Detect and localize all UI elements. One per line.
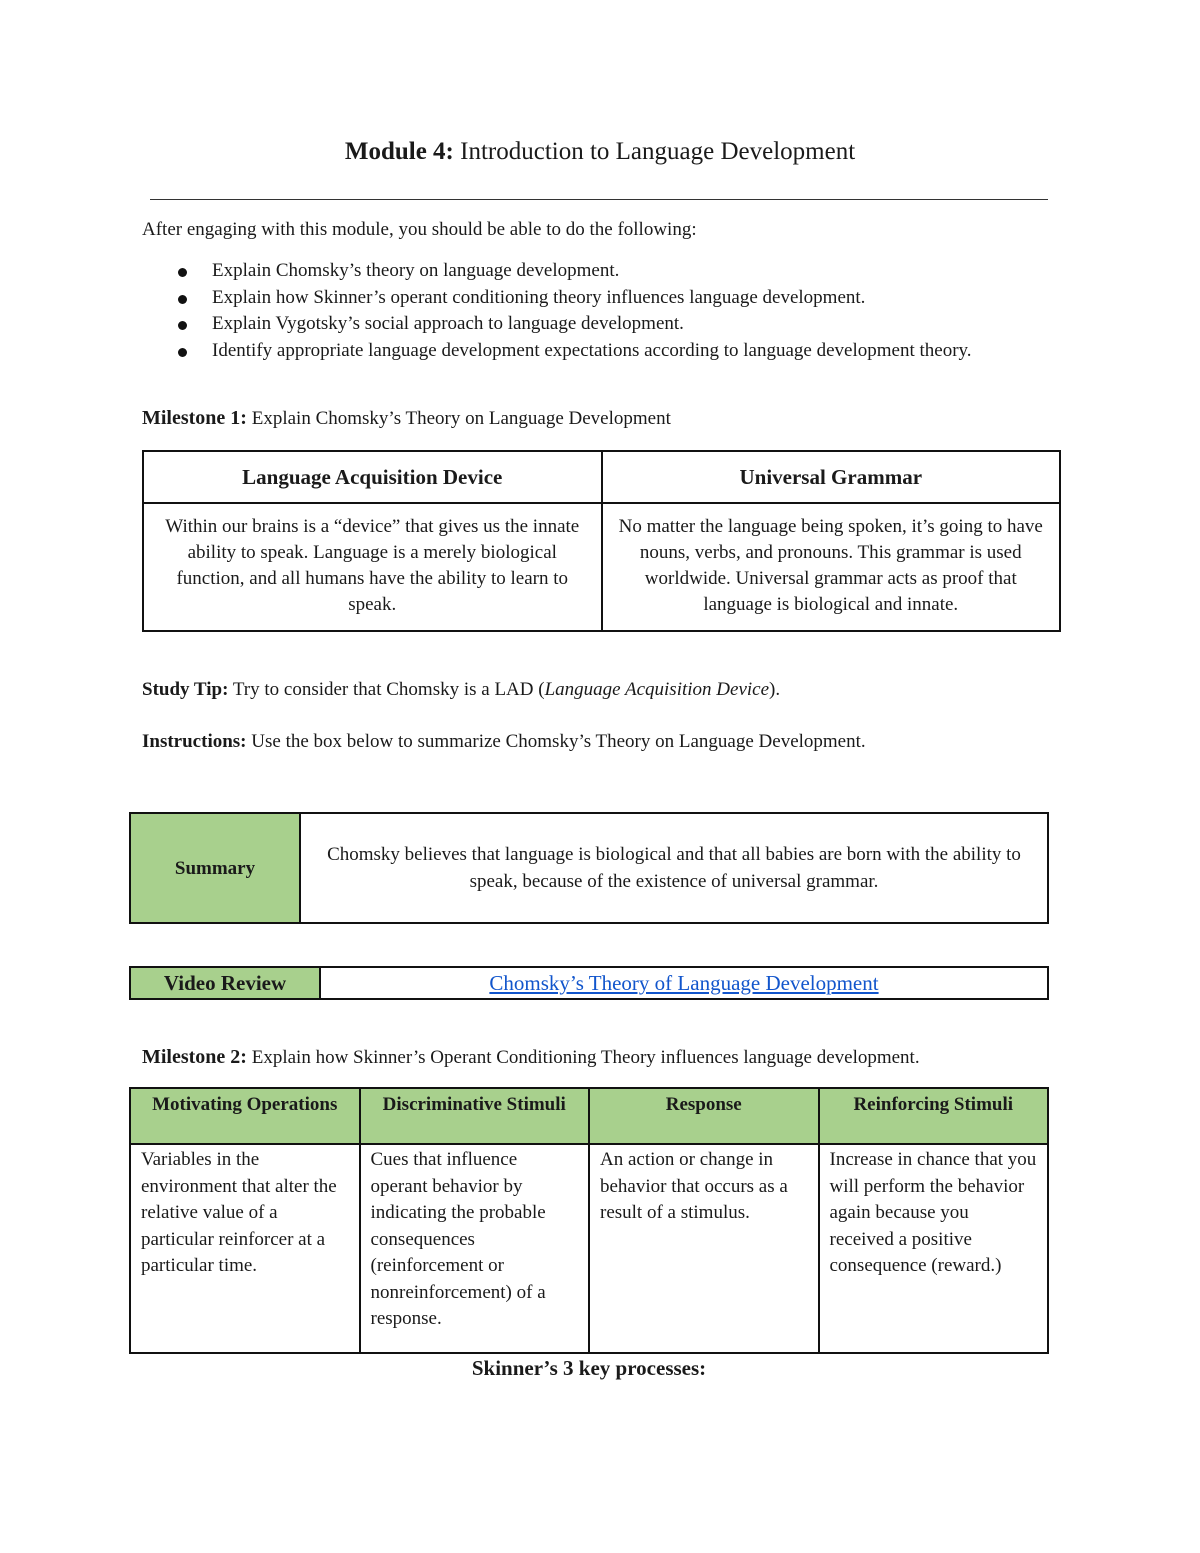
chomsky-table [142,450,1061,632]
instructions-label: Instructions: [142,731,247,752]
study-tip-end: ). [769,679,781,700]
table-header-lad: Language Acquisition Device [143,451,602,503]
milestone-2-heading [142,1046,920,1069]
milestone-2-text: Explain how Skinner’s Operant Conditioning Theory influences language development. [246,1047,920,1068]
summary-label: Summary [130,813,300,923]
title-text: Introduction to Language Development [453,138,856,165]
table-cell-discriminative-stimuli: Cues that influence operant behavior by indicating the probable consequences (reinforcement or nonreinforcement) of a response. [360,1144,590,1353]
summary-table [129,812,1049,924]
summary-text[interactable]: Chomsky believes that language is biological and that all babies are born with the ability to speak, because of the existence of universal grammar. [300,813,1048,923]
key-processes-heading: Skinner’s 3 key processes: [471,1356,707,1380]
instructions [142,731,866,753]
list-item: Explain Vygotsky’s social approach to language development. [142,311,1042,338]
table-header-discriminative-stimuli: Discriminative Stimuli [360,1088,590,1144]
study-tip-text: Try to consider that Chomsky is a LAD ( [228,679,545,700]
table-header-response: Response [589,1088,819,1144]
instructions-text: Use the box below to summarize Chomsky’s Theory on Language Development. [246,731,866,752]
list-item: Explain Chomsky’s theory on language development. [142,258,1042,285]
list-item: Explain how Skinner’s operant conditioning theory influences language development. [142,285,1042,312]
table-cell-lad: Within our brains is a “device” that gives us the innate ability to speak. Language is a merely biological function, and all humans have the ability to learn to speak. [143,503,602,631]
table-cell-universal-grammar: No matter the language being spoken, it’s going to have nouns, verbs, and pronouns. This grammar is used worldwide. Universal grammar acts as proof that language is biological and innate. [602,503,1061,631]
objectives-list [142,258,1042,364]
milestone-2-label: Milestone 2: [142,1046,247,1068]
study-tip [142,679,780,701]
intro-text: After engaging with this module, you should be able to do the following: [142,219,697,240]
table-header-reinforcing-stimuli: Reinforcing Stimuli [819,1088,1049,1144]
table-cell-reinforcing-stimuli: Increase in chance that you will perform the behavior again because you received a positive consequence (reward.) [819,1144,1049,1353]
page-title [0,138,1200,166]
milestone-1-label: Milestone 1: [142,407,247,429]
table-header-motivating-operations: Motivating Operations [130,1088,360,1144]
study-tip-label: Study Tip: [142,679,229,700]
title-module-label: Module 4: [344,138,454,165]
study-tip-italic: Language Acquisition Device [544,679,770,700]
video-review-label: Video Review [130,967,320,999]
milestone-1-text: Explain Chomsky’s Theory on Language Development [246,408,671,429]
table-cell-response: An action or change in behavior that occurs as a result of a stimulus. [589,1144,819,1353]
list-item: Identify appropriate language development expectations according to language development theory. [142,338,1042,365]
video-review-cell [320,967,1048,999]
table-cell-motivating-operations: Variables in the environment that alter the relative value of a particular reinforcer at a particular time. [130,1144,360,1353]
skinner-table [129,1087,1049,1354]
title-divider [150,199,1048,200]
video-review-link[interactable]: Chomsky’s Theory of Language Development [489,970,879,995]
milestone-1-heading [142,407,671,430]
table-header-universal-grammar: Universal Grammar [602,451,1061,503]
video-review-table [129,966,1049,1000]
